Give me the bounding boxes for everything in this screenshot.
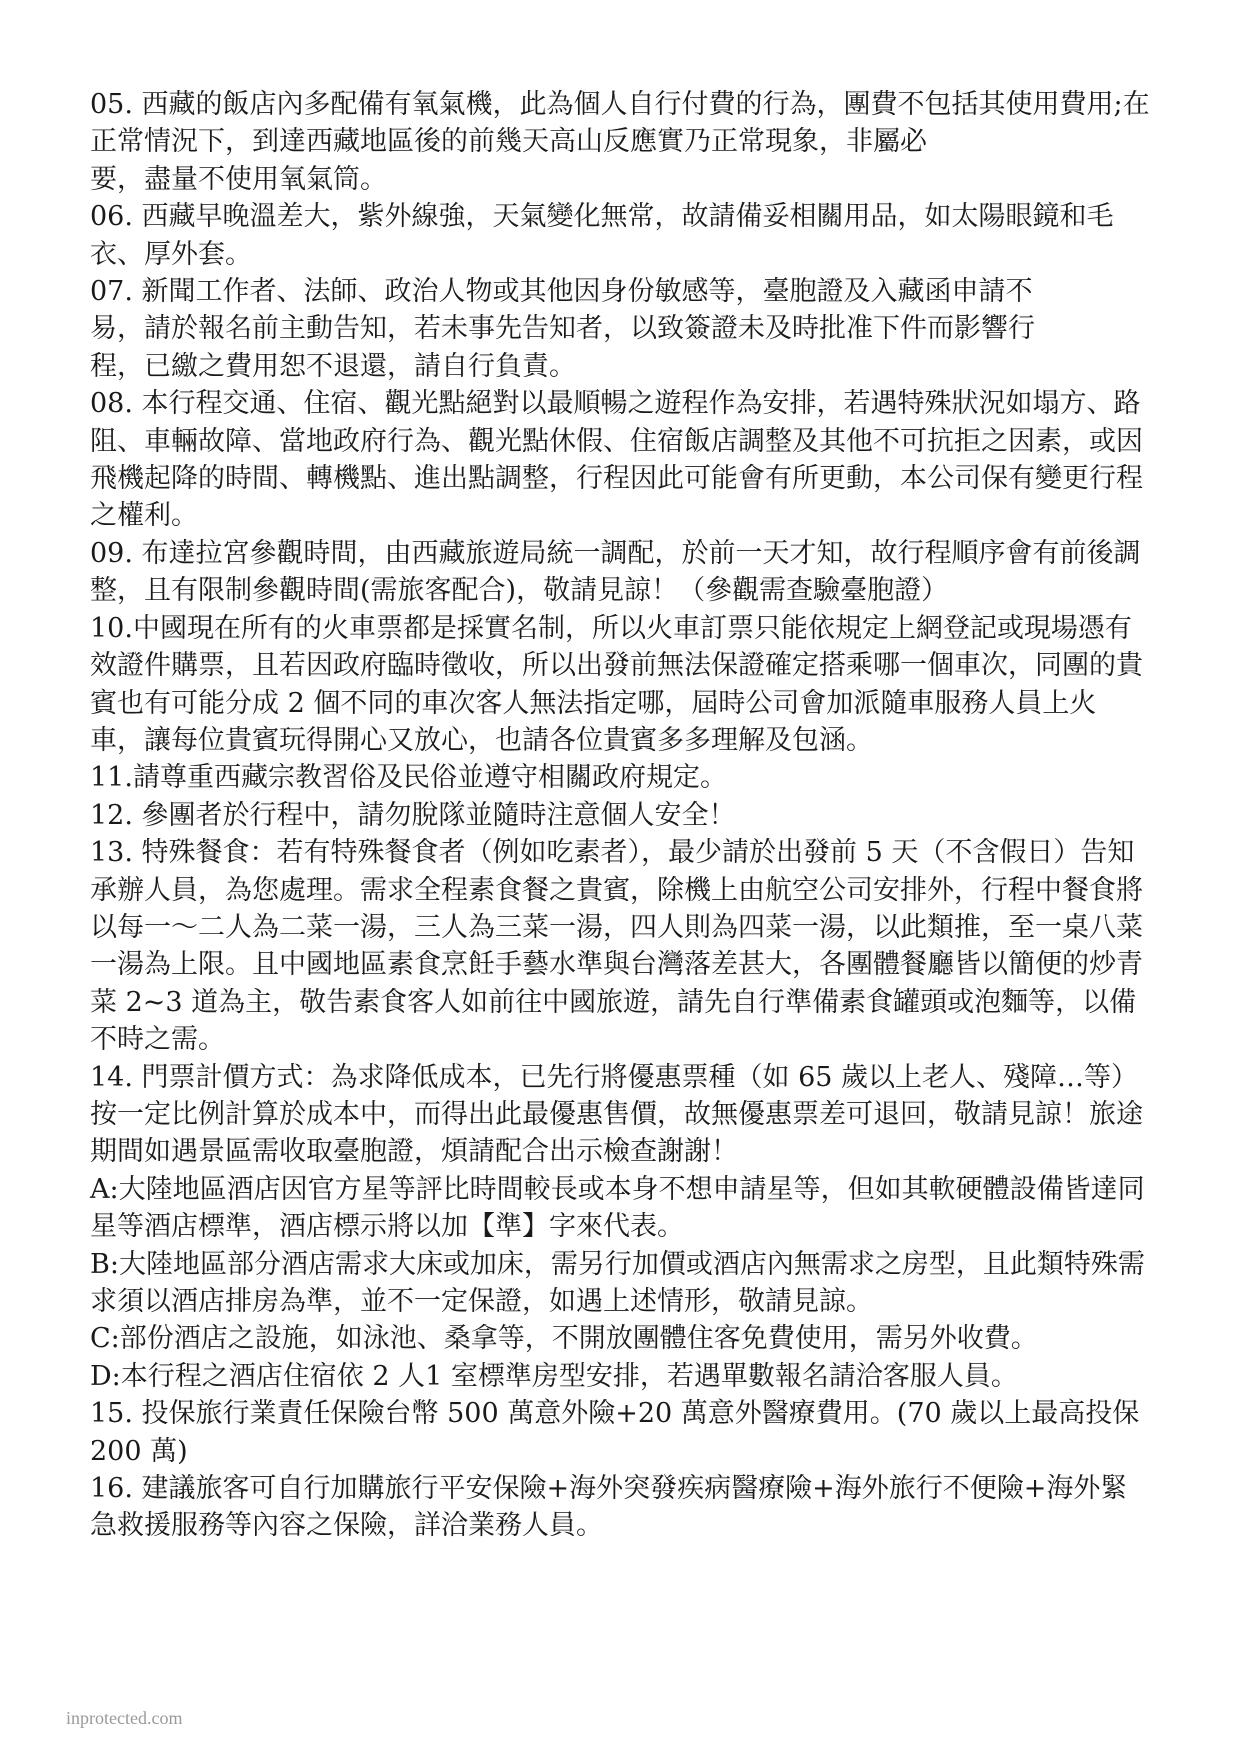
notice-item-07: 07. 新聞工作者、法師、政治人物或其他因身份敏感等，臺胞證及入藏函申請不 易，請於報名前主動告知，若未事先告知者，以致簽證未及時批准下件而影響行 程，已繳之費用恕不退還，請自行負責。 <box>90 276 1035 382</box>
notice-item-13: 13. 特殊餐食：若有特殊餐食者（例如吃素者），最少請於出發前 5 天（不含假日）告知承辦人員，為您處理。需求全程素食餐之貴賓，除機上由航空公司安排外，行程中餐食將以每一～二人為二菜一湯，三人為三菜一湯，四人則為四菜一湯，以此類推，至一桌八菜一湯為上限。且中國地區素食烹飪手藝水準與台灣落差甚大，各團體餐廳皆以簡便的炒青菜 2~3 道為主，敬告素食客人如前往中國旅遊，請先自行準備素食罐頭或泡麵等，以備不時之需。 <box>90 837 1143 1056</box>
notice-item-14-b: B:大陸地區部分酒店需求大床或加床，需另行加價或酒店內無需求之房型，且此類特殊需求須以酒店排房為準，並不一定保證，如遇上述情形，敬請見諒。 <box>90 1248 1145 1317</box>
notice-item-11: 11.請尊重西藏宗教習俗及民俗並遵守相關政府規定。 <box>90 762 727 794</box>
watermark-text: inprotected.com <box>66 1708 183 1728</box>
notice-item-09: 09. 布達拉宮參觀時間，由西藏旅遊局統一調配，於前一天才知，故行程順序會有前後調整，且有限制參觀時間(需旅客配合)，敬請見諒！（參觀需查驗臺胞證） <box>90 537 1141 607</box>
notice-item-14-a: A:大陸地區酒店因官方星等評比時間較長或本身不想申請星等，但如其軟硬體設備皆達同星等酒店標準，酒店標示將以加【準】字來代表。 <box>90 1173 1145 1243</box>
notice-item-10: 10.中國現在所有的火車票都是採實名制，所以火車訂票只能依規定上網登記或現場憑有效證件購票，且若因政府臨時徵收，所以出發前無法保證確定搭乘哪一個車次，同團的貴賓也有可能分成 2 個不同的車次客人無法指定哪，屆時公司會加派隨車服務人員上火車，讓每位貴賓玩得開心又放心，也請各位貴賓多多理解及包涵。 <box>90 612 1143 756</box>
document-body <box>90 86 1150 1545</box>
notice-item-14: 14. 門票計價方式：為求降低成本，已先行將優惠票種（如 65 歲以上老人、殘障…等）按一定比例計算於成本中，而得出此最優惠售價，故無優惠票差可退回，敬請見諒！旅途期間如遇景區需收取臺胞證，煩請配合出示檢查謝謝！ <box>90 1061 1143 1168</box>
notice-item-12: 12. 參團者於行程中，請勿脫隊並隨時注意個人安全！ <box>90 799 736 831</box>
notice-item-08: 08. 本行程交通、住宿、觀光點絕對以最順暢之遊程作為安排，若遇特殊狀況如塌方、路阻、車輛故障、當地政府行為、觀光點休假、住宿飯店調整及其他不可抗拒之因素，或因飛機起降的時間、轉機點、進出點調整，行程因此可能會有所更動，本公司保有變更行程之權利。 <box>90 388 1143 532</box>
notice-item-14-d: D:本行程之酒店住宿依 2 人1 室標準房型安排，若遇單數報名請洽客服人員。 <box>90 1360 1018 1392</box>
notice-item-14-c: C:部份酒店之設施，如泳池、桑拿等，不開放團體住客免費使用，需另外收費。 <box>90 1323 1038 1355</box>
notice-item-16: 16. 建議旅客可自行加購旅行平安保險+海外突發疾病醫療險+海外旅行不便險+海外緊急救援服務等內容之保險，詳洽業務人員。 <box>90 1473 1128 1542</box>
notice-item-15: 15. 投保旅行業責任保險台幣 500 萬意外險+20 萬意外醫療費用。(70 歲以上最高投保 200 萬) <box>90 1398 1148 1467</box>
notice-item-05: 05. 西藏的飯店內多配備有氧氣機，此為個人自行付費的行為，團費不包括其使用費用;在正常情況下，到達西藏地區後的前幾天高山反應實乃正常現象，非屬必 要，盡量不使用氧氣筒。 <box>90 89 1150 195</box>
notice-item-06: 06. 西藏早晚溫差大，紫外線強，天氣變化無常，故請備妥相關用品，如太陽眼鏡和毛衣、厚外套。 <box>90 201 1114 270</box>
